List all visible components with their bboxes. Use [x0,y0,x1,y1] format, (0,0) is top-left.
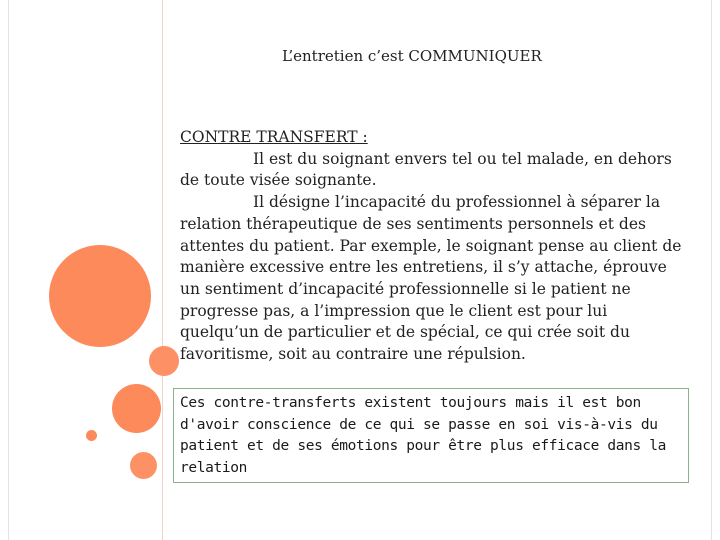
section-heading: CONTRE TRANSFERT : [180,128,368,146]
decorative-line [162,0,163,540]
decorative-circle-tiny [86,430,97,441]
decorative-circle-medium [112,384,161,433]
slide-title: L’entretien c’est COMMUNIQUER [282,47,542,65]
decorative-circle-small [130,452,157,479]
conclusion-note-box [173,388,689,483]
decorative-circle-small [149,346,179,376]
paragraph-definition: Il est du soignant envers tel ou tel malade, en dehors de toute visée soignante. [180,149,672,190]
paragraph-description: Il désigne l’incapacité du professionnel à séparer la relation thérapeutique de ses sentiments personnels et des attentes du patient. Par exemple, le soignant pense au client de manière excessive entre les entretiens, il s’y attache, éprouve un sentiment d’incapacité professionnelle si le patient ne progresse pas, a l’impression que le client est pour lui quelqu’un de particulier et de spécial, ce qui crée soit du favoritisme, soit au contraire une répulsion. [180,193,682,364]
conclusion-note-text: Ces contre-transferts existent toujours mais il est bon d'avoir conscience de ce qui se passe en soi vis-à-vis du patient et de ses émotions pour être plus efficace dans la relation [180,395,667,476]
slide-body [180,127,685,366]
decorative-circle-large [49,245,151,347]
